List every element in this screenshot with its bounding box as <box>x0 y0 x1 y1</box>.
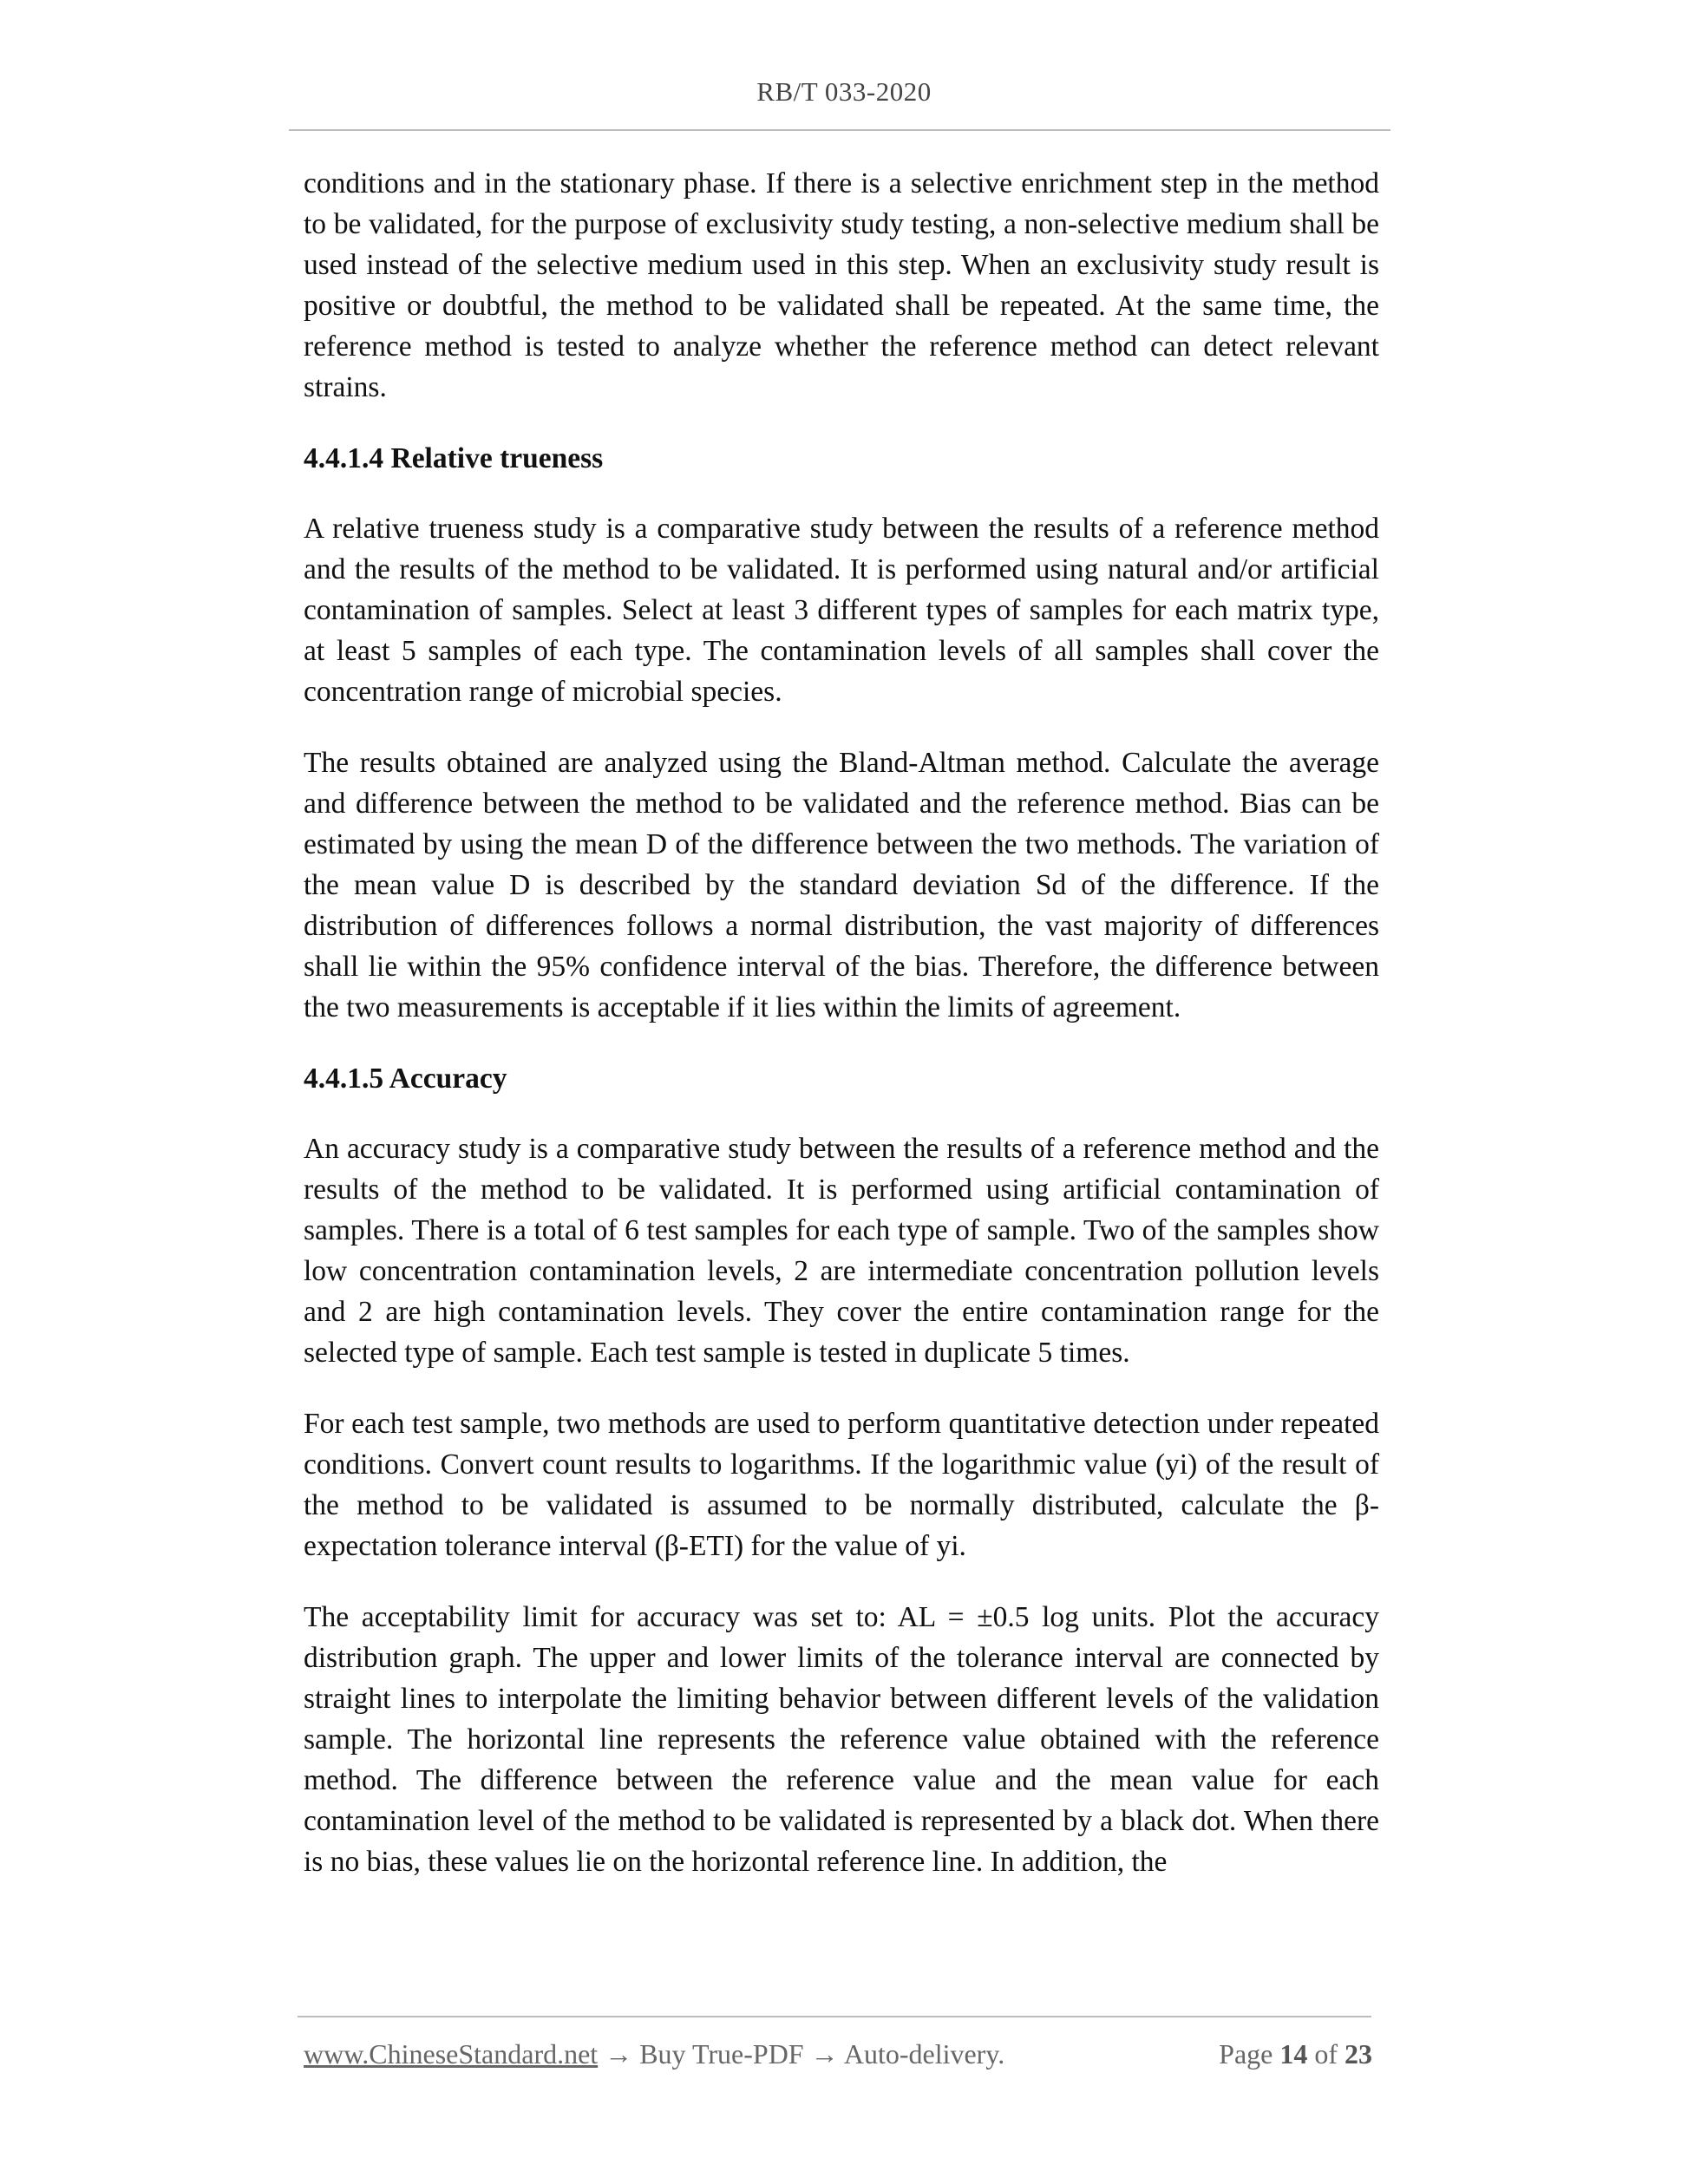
buy-pdf-text: Buy True-PDF <box>639 2038 804 2070</box>
document-body <box>304 163 1379 1913</box>
body-paragraph: For each test sample, two methods are used to perform quantitative detection under repeated conditions. Convert count results to logarithms. If the logarithmic value (yi) of the result of the method to be validated is assumed to be normally distributed, calculate the β-expectation tolerance interval (β-ETI) for the value of yi. <box>304 1408 1379 1562</box>
body-paragraph: The acceptability limit for accuracy was set to: AL = ±0.5 log units. Plot the accuracy distribution graph. The upper and lower limits of the tolerance interval are connected by straight lines to interpolate the limiting behavior between different levels of the validation sample. The horizontal line represents the reference value obtained with the reference method. The difference between the reference value and the mean value for each contamination level of the method to be validated is represented by a black dot. When there is no bias, these values lie on the horizontal reference line. In addition, the <box>304 1601 1379 1878</box>
body-paragraph: A relative trueness study is a comparative study between the results of a reference method and the results of the method to be validated. It is performed using natural and/or artificial contamination of samples. Select at least 3 different types of samples for each matrix type, at least 5 samples of each type. The contamination levels of all samples shall cover the concentration range of microbial species. <box>304 513 1379 708</box>
total-pages: 23 <box>1345 2038 1372 2070</box>
body-paragraph: An accuracy study is a comparative study between the results of a reference method and the results of the method to be validated. It is performed using artificial contamination of samples. There is a total of 6 test samples for each type of sample. Two of the samples show low concentration contamination levels, 2 are intermediate concentration pollution levels and 2 are high contamination levels. They cover the entire contamination range for the selected type of sample. Each test sample is tested in duplicate 5 times. <box>304 1133 1379 1369</box>
of-label: of <box>1314 2038 1338 2070</box>
page-footer <box>304 2035 1372 2073</box>
section-heading-relative-trueness: 4.4.1.4 Relative trueness <box>304 442 604 474</box>
document-id-header: RB/T 033-2020 <box>756 76 932 107</box>
footer-divider <box>298 2016 1371 2017</box>
section-heading-accuracy: 4.4.1.5 Accuracy <box>304 1063 507 1095</box>
arrow-right-icon: → <box>605 2038 633 2070</box>
body-paragraph: The results obtained are analyzed using the Bland-Altman method. Calculate the average and difference between the method to be validated and the reference method. Bias can be estimated by using the mean D of the difference between the two methods. The variation of the mean value D is described by the standard deviation Sd of the difference. If the distribution of differences follows a normal distribution, the vast majority of differences shall lie within the 95% confidence interval of the bias. Therefore, the difference between the two measurements is acceptable if it lies within the limits of agreement. <box>304 747 1379 1023</box>
arrow-right-icon: → <box>810 2038 839 2070</box>
website-link[interactable]: www.ChineseStandard.net <box>304 2038 599 2070</box>
body-paragraph: conditions and in the stationary phase. If there is a selective enrichment step in the method to be validated, for the purpose of exclusivity study testing, a non-selective medium shall be used instead of the selective medium used in this step. When an exclusivity study result is positive or doubtful, the method to be validated shall be repeated. At the same time, the reference method is tested to analyze whether the reference method can detect relevant strains. <box>304 167 1379 403</box>
page-label: Page <box>1219 2038 1273 2070</box>
footer-promo <box>304 2035 1004 2073</box>
header-divider <box>289 129 1390 131</box>
page-indicator <box>1219 2035 1372 2073</box>
auto-delivery-text: Auto-delivery. <box>843 2038 1005 2070</box>
page-number: 14 <box>1279 2038 1308 2070</box>
